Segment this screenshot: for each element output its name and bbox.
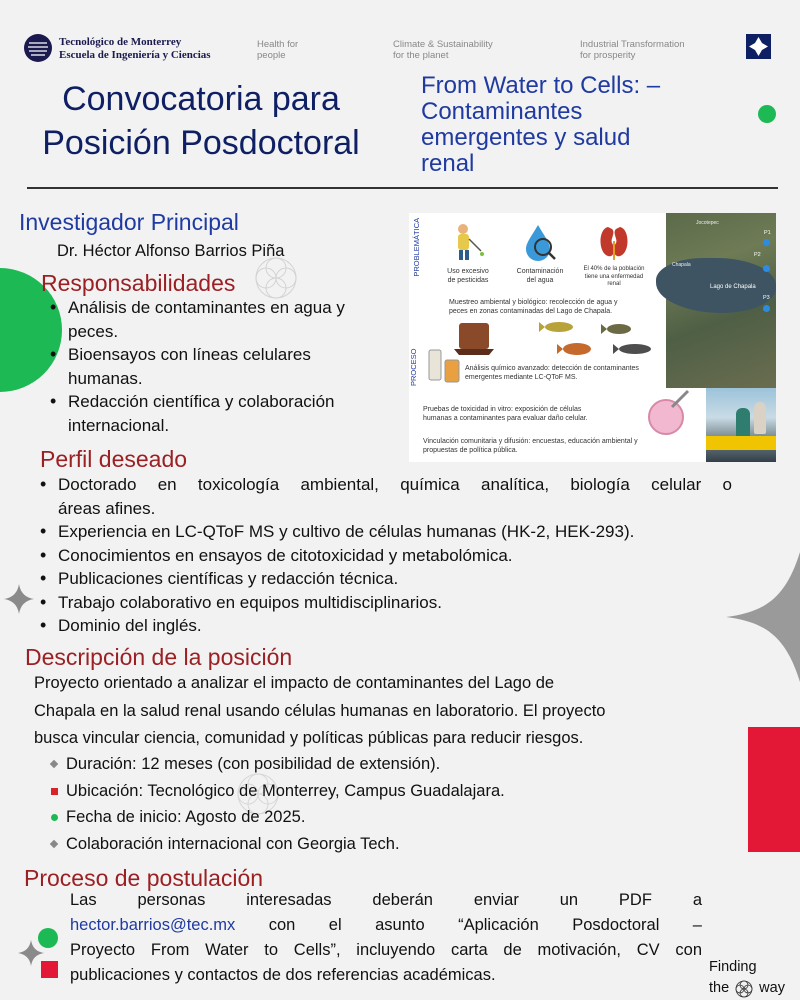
map-pin-label: P3	[763, 295, 770, 301]
list-item: • Doctorado en toxicología ambiental, química analítica, biología celular o áreas afines.	[40, 473, 732, 520]
kidney-icon	[596, 223, 632, 261]
lab-vials-icon	[427, 346, 463, 386]
list-item: Duración: 12 meses (con posibilidad de extensión).	[48, 751, 648, 778]
pi-name: Dr. Héctor Alfonso Barrios Piña	[57, 242, 285, 260]
map-pin-label: P1	[764, 230, 771, 236]
water-contamination-icon	[519, 223, 557, 261]
tag-health: Health for people	[257, 39, 299, 61]
map-pin	[763, 265, 770, 272]
list-item: • Bioensayos con líneas celulares humanas.	[50, 343, 400, 390]
photo-boat	[706, 436, 776, 450]
institution-name: Tecnológico de Monterrey Escuela de Ingeniería y Ciencias	[59, 36, 211, 61]
diamond-bullet-icon	[50, 839, 58, 847]
profile-list	[40, 473, 732, 638]
responsibilities-heading: Responsabilidades	[41, 270, 236, 296]
list-item: • Análisis de contaminantes en agua y peces.	[50, 296, 400, 343]
lake-map	[666, 213, 776, 388]
square-bullet-icon	[51, 788, 58, 795]
list-item: Ubicación: Tecnológico de Monterrey, Campus Guadalajara.	[48, 778, 648, 805]
field-photo	[706, 388, 776, 462]
map-pin	[763, 305, 770, 312]
list-item: • Dominio del inglés.	[40, 614, 732, 638]
sparkle-icon	[4, 584, 34, 614]
circle-bullet-icon	[51, 814, 58, 821]
green-dot	[758, 105, 776, 123]
problem-pesticides: Uso excesivo de pesticidas	[447, 268, 489, 284]
photo-person	[754, 402, 766, 434]
red-square-small	[41, 961, 58, 978]
figure-label-proceso: PROCESO	[409, 348, 418, 387]
list-item: • Conocimientos en ensayos de citotoxicidad y metabolómica.	[40, 544, 732, 568]
photo-person	[736, 408, 750, 438]
position-details-list	[48, 751, 648, 857]
fish-samples-icon	[449, 319, 664, 361]
project-figure	[409, 213, 776, 462]
problem-water: Contaminación del agua	[516, 268, 564, 284]
problem-kidney: El 40% de la población tiene una enfermedad renal	[583, 266, 645, 287]
pesticide-worker-icon	[449, 221, 485, 261]
list-item: • Redacción científica y colaboración internacional.	[50, 390, 400, 437]
description-heading: Descripción de la posición	[25, 644, 293, 670]
header-divider	[27, 187, 778, 189]
flower-watermark-icon	[254, 256, 298, 300]
red-rectangle	[748, 727, 800, 852]
pi-heading: Investigador Principal	[19, 209, 239, 235]
contact-email-link[interactable]: hector.barrios@tec.mx	[70, 916, 236, 934]
petri-dish-icon	[644, 389, 692, 437]
footer-tagline: Finding the way	[709, 959, 785, 996]
diamond-bullet-icon	[50, 760, 58, 768]
step-toxicity: Pruebas de toxicidad in vitro: exposición de células humanas a contaminantes para evaluar daño celular.	[423, 406, 588, 422]
map-pin-label: P2	[754, 252, 761, 258]
figure-label-problematica: PROBLEMÁTICA	[411, 217, 421, 277]
map-place-label: Jocotepec	[696, 220, 719, 226]
list-item: Colaboración internacional con Georgia Tech.	[48, 831, 648, 858]
step-sampling: Muestreo ambiental y biológico: recolección de agua y peces en zonas contaminadas del Lago de Chapala.	[449, 299, 618, 315]
map-place-label: Chapala	[672, 262, 691, 268]
profile-heading: Perfil deseado	[40, 446, 188, 472]
project-title: From Water to Cells: – Contaminantes emergentes y salud renal	[421, 72, 661, 177]
map-lake-label: Lago de Chapala	[710, 284, 756, 290]
responsibilities-list	[50, 296, 400, 437]
gray-star-shape	[726, 552, 800, 682]
list-item: • Experiencia en LC-QToF MS y cultivo de células humanas (HK-2, HEK-293).	[40, 520, 732, 544]
application-text: Las personas interesadas deberán enviar un PDF a hector.barrios@tec.mx con el asunto “Aplicación Posdoctoral – Proyecto From Water to Cells”, incluyendo carta de motivación, CV con publicaciones y contactos de dos referencias académicas.	[70, 891, 702, 984]
page-title: Convocatoria para Posición Posdoctoral	[42, 80, 360, 162]
description-text: Proyecto orientado a analizar el impacto de contaminantes del Lago de Chapala en la salud renal usando células humanas en laboratorio. El proyecto busca vincular ciencia, comunidad y políticas públicas para reducir riesgos.	[34, 674, 606, 747]
green-dot-small	[38, 928, 58, 948]
step-analysis: Análisis químico avanzado: detección de contaminantes emergentes mediante LC-QToF MS.	[465, 365, 639, 381]
tag-industrial: Industrial Transformation for prosperity	[580, 39, 685, 61]
step-community: Vinculación comunitaria y difusión: encuestas, educación ambiental y propuestas de política pública.	[423, 438, 638, 454]
flower-icon	[735, 980, 753, 998]
tag-climate: Climate & Sustainability for the planet	[393, 39, 493, 61]
map-pin	[763, 239, 770, 246]
corner-logo-icon	[746, 34, 771, 59]
list-item: • Trabajo colaborativo en equipos multidisciplinarios.	[40, 591, 732, 615]
application-heading: Proceso de postulación	[24, 865, 264, 891]
list-item: • Publicaciones científicas y redacción técnica.	[40, 567, 732, 591]
list-item: Fecha de inicio: Agosto de 2025.	[48, 804, 648, 831]
tec-logo-icon	[23, 33, 53, 63]
